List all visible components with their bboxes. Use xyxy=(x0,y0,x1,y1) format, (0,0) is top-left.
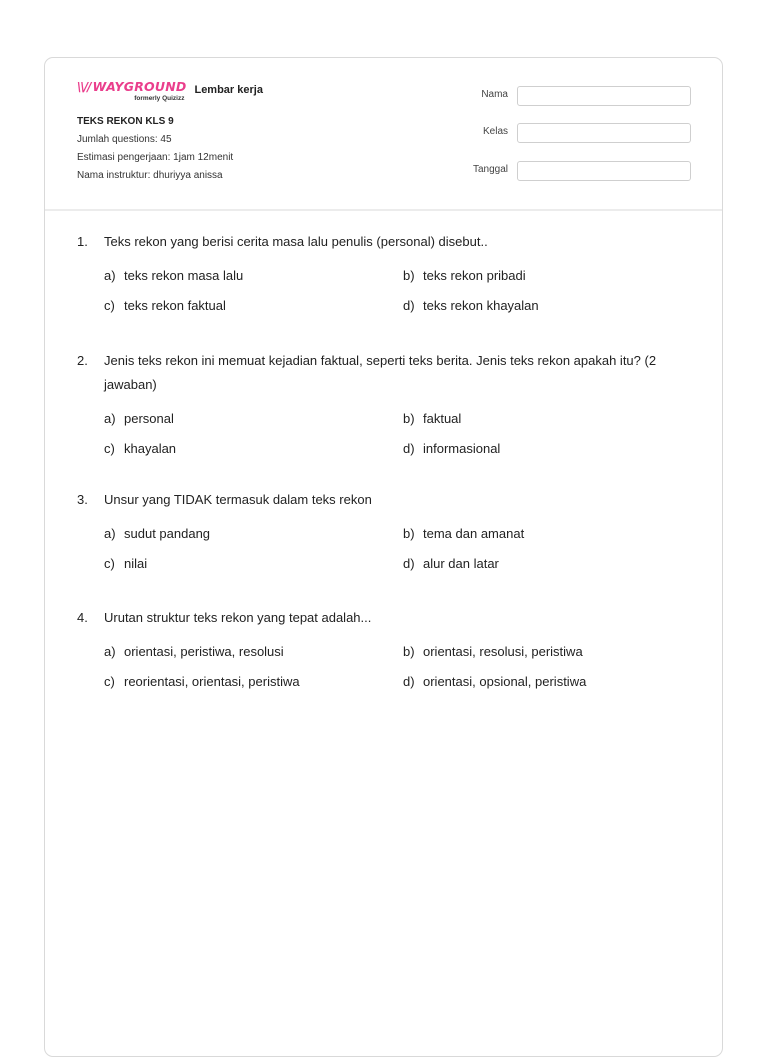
question-number: 3. xyxy=(77,492,88,507)
question-number: 2. xyxy=(77,353,88,368)
question-text: Urutan struktur teks rekon yang tepat adalah... xyxy=(104,610,372,625)
answer-options xyxy=(104,522,722,576)
option-c: c) reorientasi, orientasi, peristiwa xyxy=(104,674,300,689)
name-field[interactable] xyxy=(517,86,691,106)
answer-options xyxy=(104,640,722,694)
instructor: Nama instruktur: dhuriyya anissa xyxy=(77,170,223,181)
option-a: a) orientasi, peristiwa, resolusi xyxy=(104,644,284,659)
question-text: Unsur yang TIDAK termasuk dalam teks rekon xyxy=(104,492,372,507)
class-field[interactable] xyxy=(517,123,691,143)
question-number: 4. xyxy=(77,610,88,625)
question-count: Jumlah questions: 45 xyxy=(77,134,172,145)
option-d: d) informasional xyxy=(403,441,501,456)
worksheet-title: TEKS REKON KLS 9 xyxy=(77,116,174,127)
option-b: b) faktual xyxy=(403,411,462,426)
option-b: b) orientasi, resolusi, peristiwa xyxy=(403,644,583,659)
class-label: Kelas xyxy=(482,126,508,137)
answer-options xyxy=(104,264,722,318)
option-a: a) sudut pandang xyxy=(104,526,211,541)
question-item xyxy=(77,349,722,461)
option-c: c) teks rekon faktual xyxy=(104,298,226,313)
duration: Estimasi pengerjaan: 1jam 12menit xyxy=(77,152,234,163)
option-a: a) teks rekon masa lalu xyxy=(104,268,244,283)
date-label: Tanggal xyxy=(472,164,508,175)
option-d: d) orientasi, opsional, peristiwa xyxy=(403,674,587,689)
brand xyxy=(77,80,263,102)
question-text: Teks rekon yang berisi cerita masa lalu penulis (personal) disebut.. xyxy=(104,234,488,249)
worksheet-page xyxy=(44,57,723,1057)
option-c: c) nilai xyxy=(104,556,148,571)
option-a: a) personal xyxy=(104,411,174,426)
question-item xyxy=(77,606,722,694)
name-label: Nama xyxy=(481,89,508,100)
question-number: 1. xyxy=(77,234,88,249)
option-c: c) khayalan xyxy=(104,441,177,456)
question-item xyxy=(77,488,722,576)
logo-subtitle: formerly Quizizz xyxy=(134,95,185,102)
option-b: b) teks rekon pribadi xyxy=(403,268,526,283)
option-d: d) teks rekon khayalan xyxy=(403,298,539,313)
question-item xyxy=(77,230,722,318)
logo-text: WAYGROUND xyxy=(92,79,187,94)
question-list xyxy=(45,230,722,694)
option-b: b) tema dan amanat xyxy=(403,526,525,541)
worksheet-meta xyxy=(77,116,233,188)
date-field[interactable] xyxy=(517,161,691,181)
logo xyxy=(77,80,186,102)
worksheet-header xyxy=(45,58,722,211)
option-d: d) alur dan latar xyxy=(403,556,499,571)
logo-mark-icon: \\// xyxy=(77,80,91,94)
answer-options xyxy=(104,407,722,461)
sheet-type: Lembar kerja xyxy=(194,84,263,96)
question-text: Jenis teks rekon ini memuat kejadian faktual, seperti teks berita. Jenis teks rekon apakah itu? (2 jawaban) xyxy=(104,353,657,392)
